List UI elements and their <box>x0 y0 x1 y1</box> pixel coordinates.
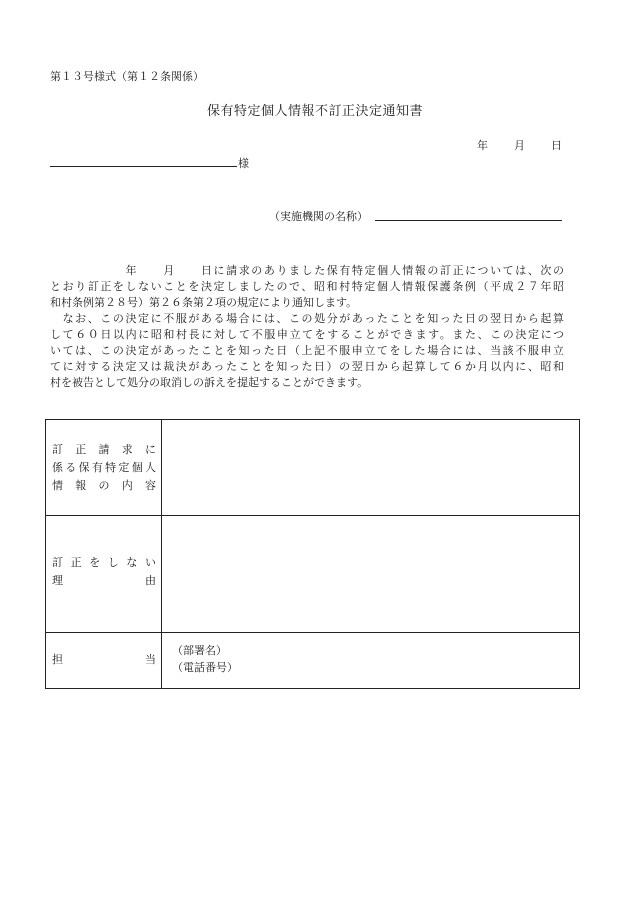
notice-paragraph <box>50 263 564 311</box>
agency-name-label: （実施機関の名称） <box>269 210 368 223</box>
row-label-line: 訂正をしない <box>52 556 156 569</box>
row-label-reason <box>52 554 156 590</box>
row-label-line: 係る保有特定個人 <box>52 461 156 474</box>
agency-name-blank-line <box>375 219 562 221</box>
table-row-requested-info <box>46 420 579 516</box>
row-label-line: 理由 <box>52 574 156 587</box>
row-label-line: 訂正請求に <box>52 443 156 456</box>
row-label-line: 情報の内容 <box>52 479 156 492</box>
paragraph-line: 和村条例第２８号）第２６条第２項の規定により通知します。 <box>50 296 358 309</box>
contact-department: （部署名） <box>172 644 227 657</box>
addressee-blank-line <box>50 165 237 167</box>
date-month-label: 月 <box>514 139 525 152</box>
form-number: 第１３号様式（第１２条関係） <box>50 70 204 83</box>
row-label-contact <box>52 651 156 669</box>
row-label-line: 担当 <box>52 653 156 666</box>
paragraph-line: 年 月 日に請求のありました保有特定個人情報の訂正については、次の <box>50 264 564 277</box>
paragraph-line: てに対する決定又は裁決があったことを知った日）の翌日から起算して６か月以内に、昭和 <box>50 360 564 373</box>
table-row-reason <box>46 516 579 633</box>
document-title: 保有特定個人情報不訂正決定通知書 <box>206 104 423 119</box>
date-year-label: 年 <box>477 139 488 152</box>
date-day-label: 日 <box>551 139 562 152</box>
paragraph-line: いては、この決定があったことを知った日（上記不服申立てをした場合には、当該不服申立 <box>50 344 564 357</box>
paragraph-line: 村を被告として処分の取消しの訴えを提起することができます。 <box>50 376 369 389</box>
contact-phone: （電話番号） <box>172 661 238 674</box>
paragraph-line: とおり訂正をしないことを決定しましたので、昭和村特定個人情報保護条例（平成２７年昭 <box>50 280 564 293</box>
paragraph-line: なお、この決定に不服がある場合には、この処分があったことを知った日の翌日から起算 <box>50 312 564 325</box>
date-line <box>477 137 562 153</box>
addressee-suffix: 様 <box>238 157 249 170</box>
table-row-contact <box>46 633 579 688</box>
paragraph-line: して６０日以内に昭和村長に対して不服申立てをすることができます。また、この決定につ <box>50 328 564 341</box>
info-table <box>45 419 580 689</box>
appeal-paragraph <box>50 311 564 391</box>
row-label-requested-info <box>52 441 156 495</box>
